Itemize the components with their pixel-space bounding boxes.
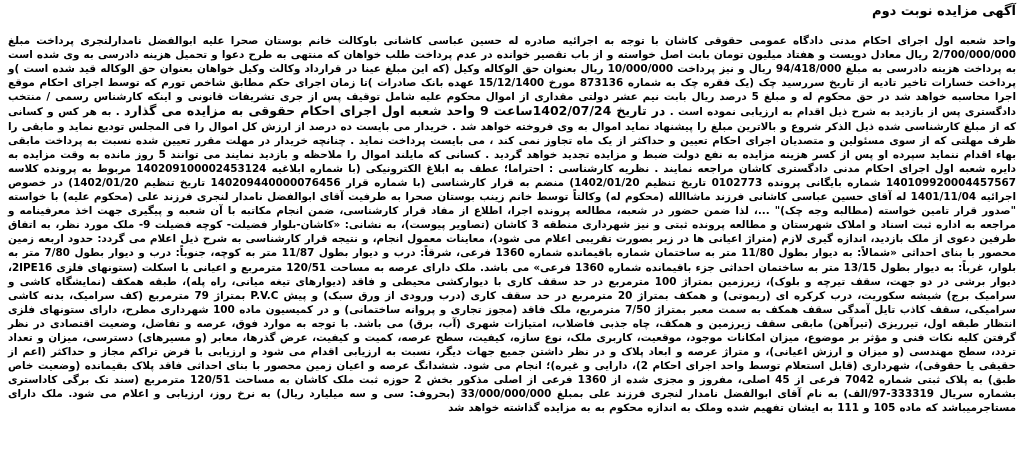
auction-date-highlight: در تاریخ 1402/07/24ساعت 9 واحد شعبه اول اجرای احکام حقوقی به مزایده می گذارد bbox=[124, 103, 666, 119]
notice-paragraph-end: . به هر کس و کسانی که از مبلغ کارشناسی شده ذیل الذکر شروع و بالاترین مبلغ را پیشنهاد نماید اموال به وی فروخته خواهد شد . خریدار می بایست ده درصد از ارزش کل اموال را فی المجلس تودیع نماید و مابقی را ظرف مهلتی که از سوی مسئولین و متصدیان اجرای احکام تعیین و حداکثر از یک ماه تجاوز نمی کند ، می بایست پرداخت نماید . چنانچه خریدار در مهلت مقرر تعیین شده نسبت به پرداخت مابقی بهاء اقدام ننماید سپرده او پس از کسر هزینه مزایده به نفع دولت ضبط و مزایده تجدید خواهد گردید . کسانی که مایلند اموال را ملاحظه و بازدید نمایند می توانند 5 روز مانده به وقت مزایده به دایره شعبه اول اجرای احکام مدنی دادگستری کاشان مراجعه نمایند . نظریه کارشناسی : احتراما؛ عطف به ابلاغ الکترونیکی (با شماره ابلاغیه 140209100002453124 مربوط به پرونده کلاسه 140109920004457567 شماره بایگانی پرونده 0102773 تاریخ تنظیم 1402/01/20) منضم به قرار کارشناسی (با شماره قرار 140209440000076456 تاریخ تنظیم 1402/01/20) در خصوص اجرائیه 1401/11/04 له آقای حسین عباسی کاشانی فرزند ماشاالله (محکوم له) وکالتاً توسط خانم زینب بوستان صحرا به طرفیت آقای ابوالفضل نامدار لنجری فرزند علی (محکوم علیه) با خواسته "صدور قرار تامین خواسته (مطالبه وجه چک)" ...، لذا ضمن حضور در شعبه، مطالعه پرونده اجرا، اطلاع از مفاد قرار کارشناسی، ضمن انجام مکاتبه با آن شعبه و پیگیری جهت اخذ معرفینامه و مراجعه به اداره ثبت اسناد و املاک شهرستان و مطالعه پرونده ثبتی و نیز شهرداری منطقه 3 کاشان (تصاویر پیوست)، به نشانی: «کاشان-بلوار فضیلت- کوچه فضیلت 9- ملک مورد نظر، به اتفاق طرفین دعوی از ملک بازدید، اندازه گیری لازم (متراژ اعیانی ها در زیر بصورت تقریبی اعلام می شود)، معاینات معمول انجام، و نتیجه قرار کارشناسی به شرح ذیل اعلام می گردد: حدود اربعه زمین محصور با بنای احداثی «شمالاً: به دیوار بطول 11/80 متر به ساختمان شماره باقیمانده شماره 1360 فرعی، شرقاً: درب و دیوار بطول 11/87 متر به کوچه، جنوباً: درب و دیوار بطول 7/80 متر به بلوار، غرباً: به دیوار بطول 13/15 متر به ساختمان احداثی جزء باقیمانده شماره 1360 فرعی» می باشد. ملک دارای عرصه به مساحت 120/51 مترمربع و اعیانی با اسکلت (ستونهای فلزی 2IPE16، دیوار برشی در دو جهت، سقف تیرچه و بلوک)، زیرزمین بمتراژ 100 مترمربع در حد سقف کاری با دیوارکشی محیطی و فاقد (دیوارهای تیغه میانی، راه پله)، طبقه همکف (نمایشگاه کاشی و سرامیک برج) شیشه سکوریت، درب کرکره ای (ریموتی) و همکف بمتراژ 20 مترمربع در حد سقف کاری (درب ورودی از ورق سبک) و پیش P.V.C بمتراژ 79 مترمربع (کف سرامیک، بدنه کاشی سرامیکی، سقف کاذب تایل آمدگی سقف همکف به سمت معبر بمتراژ 7/50 مترمربع، ملک فاقد (مجوز تجاری و پروانه ساختمانی) و در کمیسیون ماده 100 شهرداری مطرح، دارای ستونهای فلزی انتظار طبقه اول، تیرریزی (تیرآهن) مابقی سقف زیرزمین و همکف، چاه جذبی فاضلاب، امتیازات شهری (آب، برق) می باشد. با توجه به موارد فوق، عرصه و تفاضل، وضعیت اقتصادی در نظر گرفتن کلیه نکات فنی و مؤثر بر موضوع، میزان امکانات موجود، موقعیت، کاربری ملک، نوع سازه، کیفیت، سطح عرصه، کمیت و کیفیت، عرض گذرها، معابر (و مسیرهای) دسترسی، میزان و تعداد تردد، سطح مهندسی (و میزان و ارزش اعیانی)، و متراژ عرصه و ابعاد پلاک و در نظر داشتن جمیع جهات دیگر، نسبت به ارزیابی اقدام می شود و ارزیابی با فرض تراکم مجاز و حداکثر (اعم از حقیقی یا حقوقی)، شهرداری (قابل استعلام توسط واحد اجرای احکام 2)، دارایی و غیره)؛ انجام می شود. ششدانگ عرصه و اعیان زمین محصور با بنای احداثی فاقد پلاک بقیمانده (وضعیت خاص طبق) به پلاک ثبتی شماره 7042 فرعی از 45 اصلی، مفروز و مجزی شده از 1360 فرعی از اصلی مذکور بخش 2 حوزه ثبت ملک کاشان به مساحت 120/51 مترمربع (سند تک برگی کاداستری بشماره سریال 333319-97/الف) به نام آقای ابوالفضل نامدار لنجری فرزند علی بمبلغ 33/000/000/000 (بحروف: سی و سه میلیارد ریال) به نرخ روز، ارزیابی و اعلام می شود. ملک دارای مستاجرمیباشد که ماده 105 و 111 به ایشان تفهیم شده وملک به اندازه محکوم به به مزایده گذاشته خواهد شد bbox=[8, 106, 1017, 415]
notice-paragraph-start: واحد شعبه اول اجرای احکام مدنی دادگاه عمومی حقوقی کاشان با توجه به اجرائیه صادره له حسین عباسی کاشانی باوکالت خانم بوستان صحرا علیه ابوالفضل نامدارلنجری پرداخت مبلغ 2/700/000/000 ریال معادل دویست و هفتاد میلیون تومان بابت اصل خواسته و از باب تقصیر خوانده در عدم پرداخت طلب خواهان که منتهی به طرح دعوا و تحمیل هزینه دادرسی به وی شده است به پرداخت هزینه دادرسی به مبلغ 94/418/000 ریال و نیز پرداخت 10/000/000 ریال بعنوان حق الوکاله وکیل (که این مبلغ عینا در قرارداد وکالت وکیل خواهان بعنوان حق الوکاله قید شده است )و پرداخت خسارات تاخیر تادیه از تاریخ سررسید چک (یک فقره چک به شماره 873136 مورخ 15/12/1400 عهده بانک صادرات )تا زمان اجرای حکم مطابق شاخص تورم که توسط اجرای احکام موقع اجرا محاسبه خواهد شد در حق محکوم له و مبلغ 5 درصد ریال بابت نیم عشر دولتی مقداری از اموال محکوم علیه شامل توقیف پس از جری تشریفات قانونی و اینکه کارشناس رسمی / منتخب دادگستری پس از بازدید به شرح ذیل اقدام به ارزیابی نموده است . bbox=[8, 35, 1017, 119]
notice-title: آگهی مزایده نوبت دوم bbox=[872, 4, 1016, 19]
notice-body bbox=[8, 34, 1016, 416]
